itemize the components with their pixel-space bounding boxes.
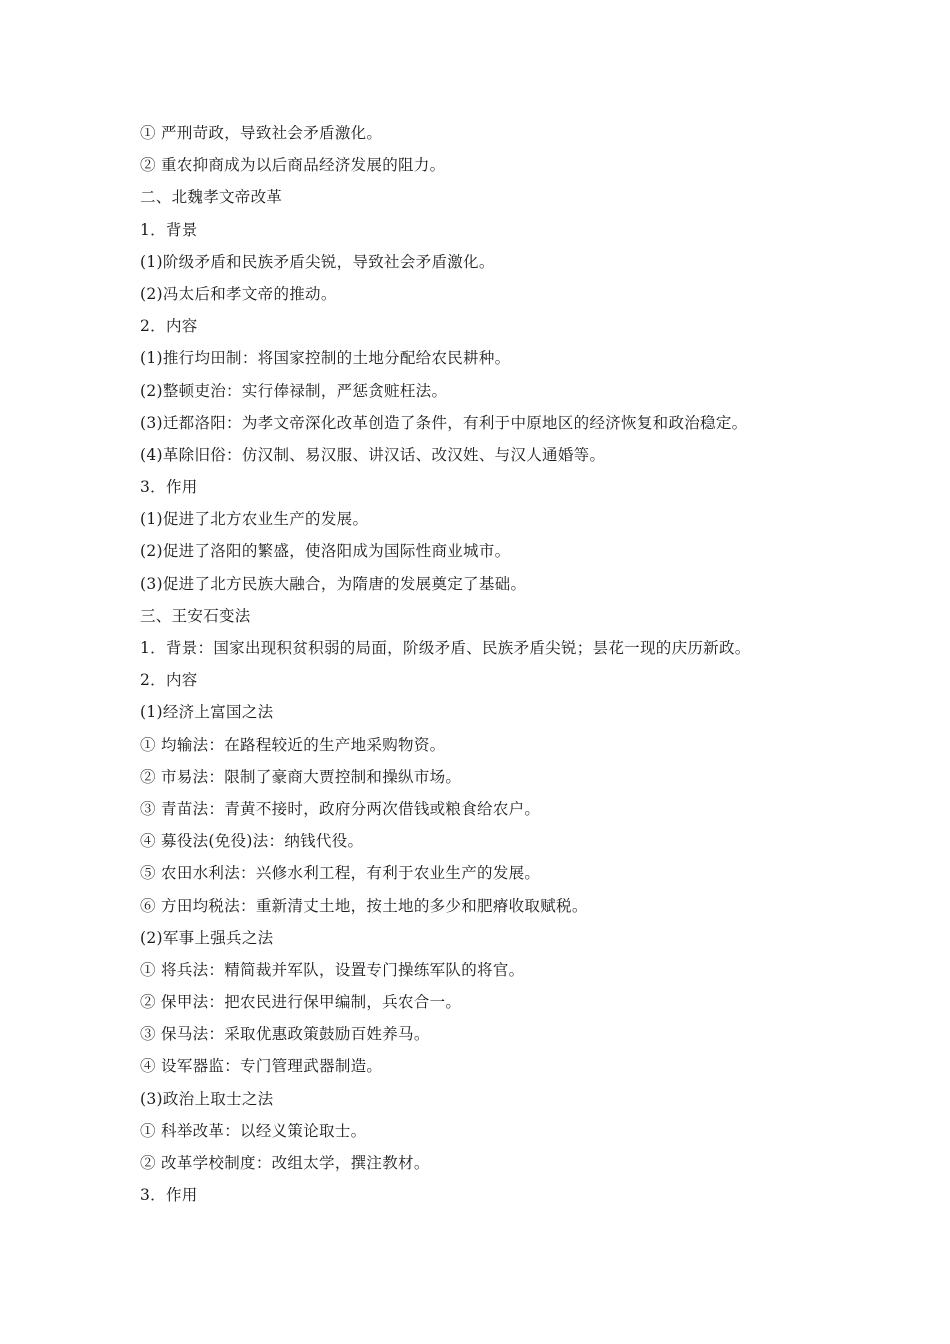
text-line: (4)革除旧俗：仿汉制、易汉服、讲汉话、改汉姓、与汉人通婚等。 <box>140 445 606 464</box>
text-line: (2)冯太后和孝文帝的推动。 <box>140 284 337 303</box>
subsection-heading: 2．内容 <box>140 671 198 690</box>
text-line: (3)迁都洛阳：为孝文帝深化改革创造了条件，有利于中原地区的经济恢复和政治稳定。 <box>140 413 748 432</box>
text-line: ① 科举改革：以经义策论取士。 <box>140 1121 367 1140</box>
text-line: (2)军事上强兵之法 <box>140 928 274 947</box>
text-line: ① 将兵法：精简裁并军队，设置专门操练军队的将官。 <box>140 960 525 979</box>
section-heading: 三、王安石变法 <box>140 606 251 625</box>
text-line: (3)政治上取士之法 <box>140 1089 274 1108</box>
text-line: (2)整顿吏治：实行俸禄制，严惩贪赃枉法。 <box>140 381 448 400</box>
text-line: ② 市易法：限制了豪商大贾控制和操纵市场。 <box>140 767 462 786</box>
text-line: ④ 募役法(免役)法：纳钱代役。 <box>140 832 364 851</box>
text-line: 1．背景：国家出现积贫积弱的局面，阶级矛盾、民族矛盾尖锐；昙花一现的庆历新政。 <box>140 639 751 657</box>
text-line: ② 重农抑商成为以后商品经济发展的阻力。 <box>140 156 446 175</box>
subsection-heading: 2．内容 <box>140 317 198 336</box>
text-line: (1)推行均田制：将国家控制的土地分配给农民耕种。 <box>140 349 511 368</box>
text-line: ② 保甲法：把农民进行保甲编制，兵农合一。 <box>140 993 462 1012</box>
text-line: (1)促进了北方农业生产的发展。 <box>140 510 369 529</box>
text-line: (3)促进了北方民族大融合，为隋唐的发展奠定了基础。 <box>140 574 527 593</box>
text-line: ③ 保马法：采取优惠政策鼓励百姓养马。 <box>140 1025 430 1044</box>
text-line: ② 改革学校制度：改组太学，撰注教材。 <box>140 1154 430 1172</box>
text-line: ⑥ 方田均税法：重新清丈土地，按土地的多少和肥瘠收取赋税。 <box>140 896 588 915</box>
text-line: ① 均输法：在路程较近的生产地采购物资。 <box>140 735 446 754</box>
text-line: ③ 青苗法：青黄不接时，政府分两次借钱或粮食给农户。 <box>140 799 541 818</box>
text-line: (1)经济上富国之法 <box>140 703 274 722</box>
text-line: (2)促进了洛阳的繁盛，使洛阳成为国际性商业城市。 <box>140 542 511 561</box>
text-line: ⑤ 农田水利法：兴修水利工程，有利于农业生产的发展。 <box>140 864 541 883</box>
section-heading: 二、北魏孝文帝改革 <box>140 188 283 207</box>
text-line: ① 严刑苛政，导致社会矛盾激化。 <box>140 124 383 142</box>
subsection-heading: 3．作用 <box>140 478 198 497</box>
text-line: ④ 设军器监：专门管理武器制造。 <box>140 1057 383 1076</box>
document-body <box>140 117 840 1211</box>
text-line: (1)阶级矛盾和民族矛盾尖锐，导致社会矛盾激化。 <box>140 252 495 271</box>
subsection-heading: 1．背景 <box>140 220 198 239</box>
subsection-heading: 3．作用 <box>140 1186 198 1205</box>
